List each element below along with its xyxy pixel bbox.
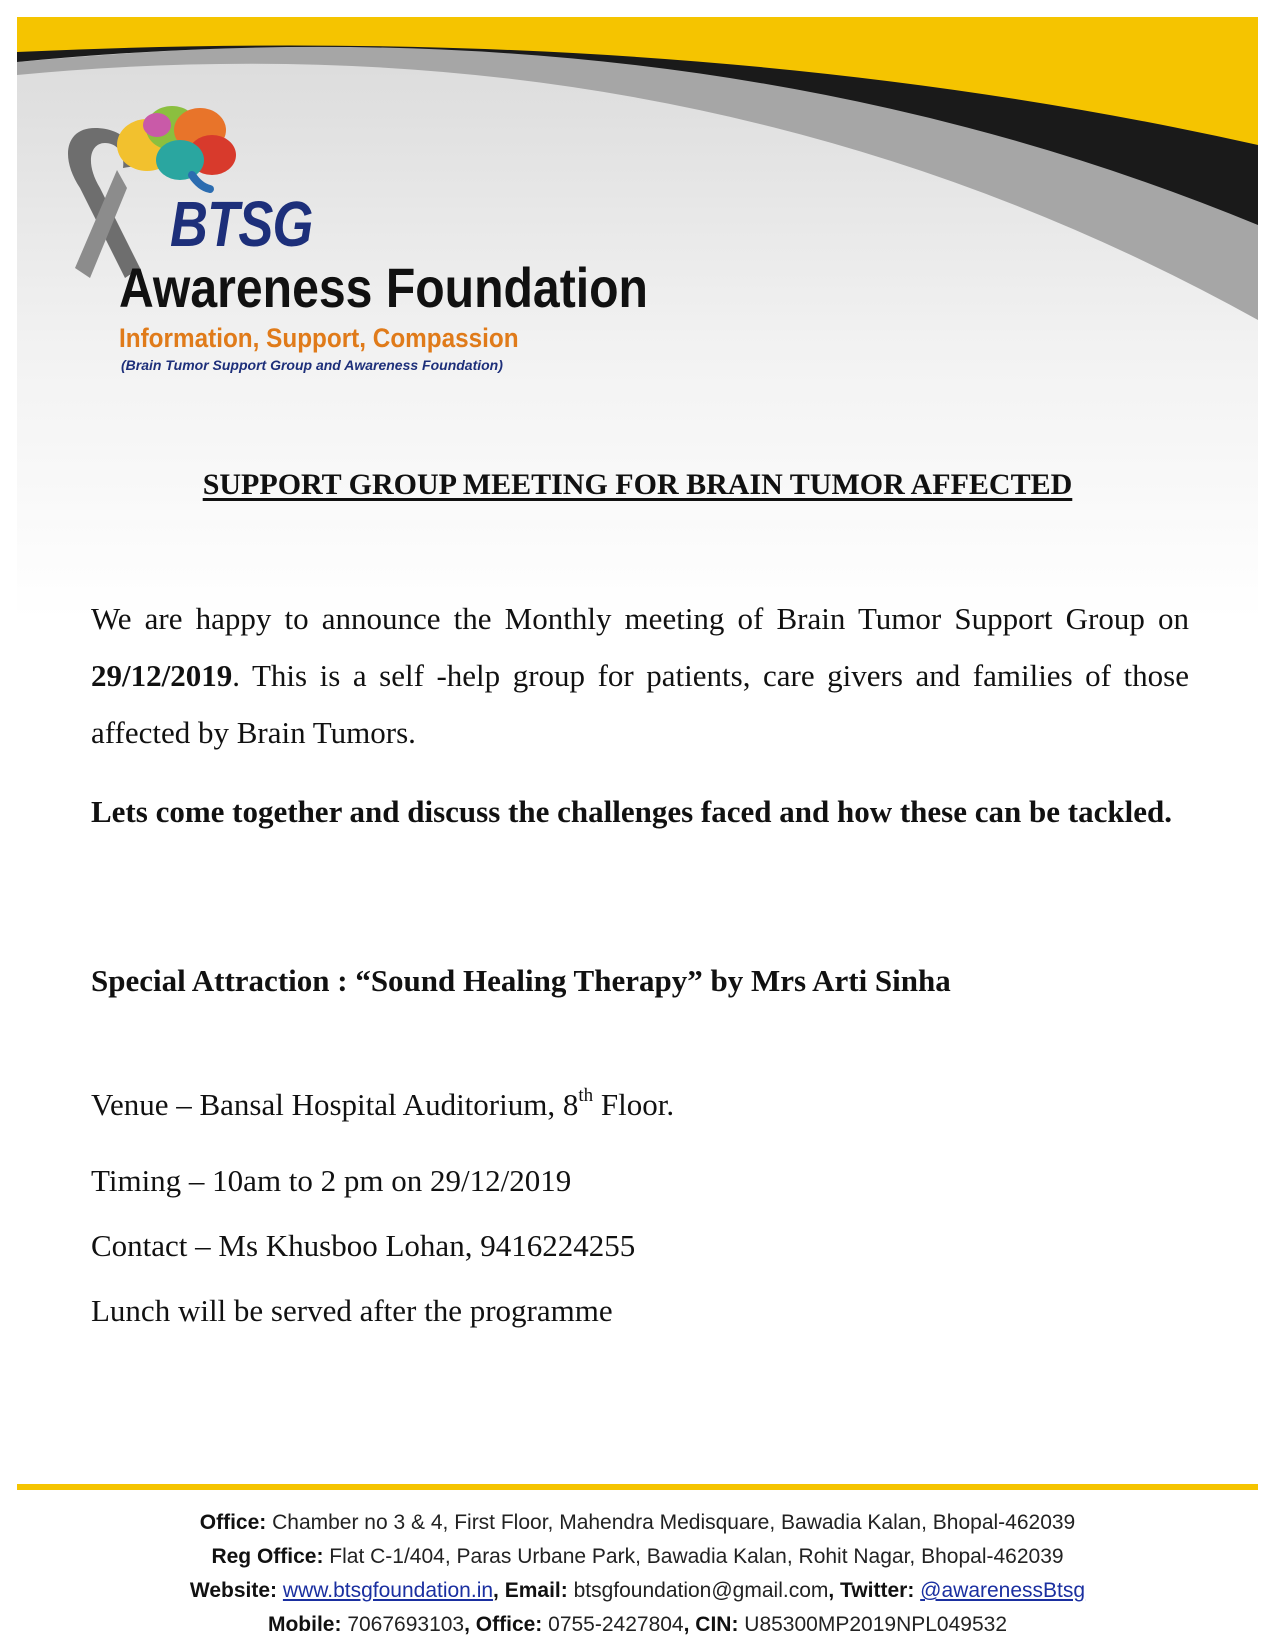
footer-office-line — [0, 1506, 1275, 1540]
brain-logo-icon — [112, 100, 244, 195]
footer-email: btsgfoundation@gmail.com — [567, 1579, 829, 1602]
page-title — [0, 470, 1275, 500]
footer-reg-line — [0, 1540, 1275, 1574]
footer-divider — [17, 1484, 1258, 1490]
footer — [0, 1506, 1275, 1642]
footer-cin-label: , CIN: — [683, 1613, 739, 1636]
footer-mobile: 7067693103 — [341, 1613, 465, 1636]
callout-text: Lets come together and discuss the challenges faced and how these can be tackled. — [91, 794, 1172, 829]
lunch-line: Lunch will be served after the programme — [91, 1293, 613, 1328]
footer-contact-line — [0, 1574, 1275, 1608]
timing-line: Timing – 10am to 2 pm on 29/12/2019 — [91, 1163, 572, 1198]
footer-office-phone: 0755-2427804 — [542, 1613, 684, 1636]
website-link[interactable]: www.btsgfoundation.in — [282, 1579, 494, 1602]
page-title-text: SUPPORT GROUP MEETING FOR BRAIN TUMOR AFFECTED — [202, 468, 1073, 501]
intro-paragraph — [91, 590, 1189, 761]
intro-part2: . This is a self -help group for patients, care givers and families of those affected by Brain Tumors. — [91, 658, 1189, 750]
footer-twitter-label: , Twitter: — [828, 1579, 915, 1602]
footer-email-label: , Email: — [493, 1579, 568, 1602]
venue-line — [91, 1086, 674, 1120]
footer-office-label: Office: — [199, 1511, 267, 1534]
footer-cin: U85300MP2019NPL049532 — [738, 1613, 1007, 1636]
footer-phone-line — [0, 1608, 1275, 1642]
intro-date: 29/12/2019 — [91, 658, 233, 693]
footer-reg-address: Flat C-1/404, Paras Urbane Park, Bawadia Kalan, Rohit Nagar, Bhopal-462039 — [323, 1545, 1064, 1568]
footer-website-label: Website: — [189, 1579, 278, 1602]
venue-suffix: Floor. — [593, 1087, 675, 1122]
venue-prefix: Venue – Bansal Hospital Auditorium, 8 — [91, 1087, 579, 1122]
brand-acronym: BTSG — [170, 188, 313, 260]
twitter-link[interactable]: @awarenessBtsg — [920, 1579, 1086, 1602]
footer-reg-label: Reg Office: — [211, 1545, 324, 1568]
venue-superscript: th — [578, 1085, 594, 1106]
brand-tagline: Information, Support, Compassion — [119, 323, 519, 353]
footer-mobile-label: Mobile: — [267, 1613, 342, 1636]
footer-office-phone-label: , Office: — [464, 1613, 543, 1636]
footer-office-address: Chamber no 3 & 4, First Floor, Mahendra Medisquare, Bawadia Kalan, Bhopal-462039 — [266, 1511, 1076, 1534]
special-attraction: Special Attraction : “Sound Healing Therapy” by Mrs Arti Sinha — [91, 963, 951, 998]
contact-line: Contact – Ms Khusboo Lohan, 9416224255 — [91, 1228, 636, 1263]
brand-name: Awareness Foundation — [119, 256, 648, 319]
intro-part1: We are happy to announce the Monthly meeting of Brain Tumor Support Group on — [91, 601, 1189, 636]
brand-full-name: (Brain Tumor Support Group and Awareness Foundation) — [121, 357, 503, 373]
